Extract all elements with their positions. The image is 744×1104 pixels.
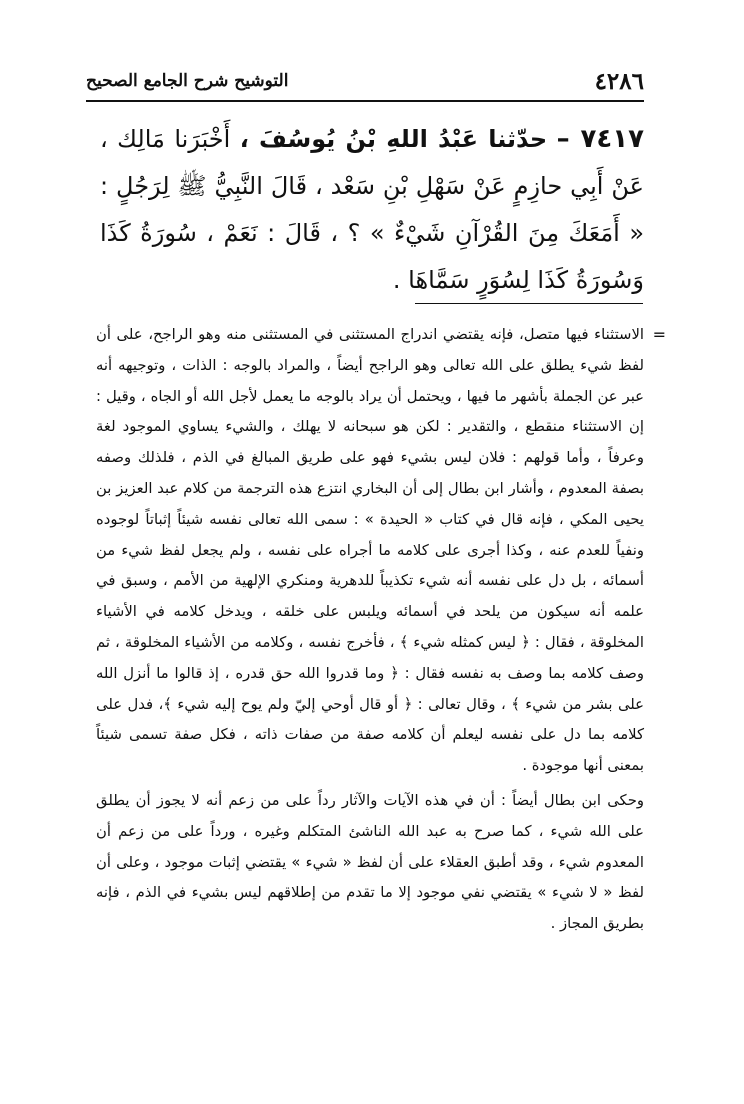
page-number: ٤٢٨٦ [594,67,644,95]
commentary-paragraph-text: الاستثناء فيها متصل، فإنه يقتضي اندراج المستثنى في المستثنى منه وهو الراجح، على أن لفظ شيء يطلق على الله تعالى وهو الراجح أيضاً ، والمراد بالوجه : الذات ، وتوجيهه أنه عبر عن الجملة بأشهر ما فيها ، ويحتمل أن يراد بالوجه ما يعمل لأجل الله أو الجاه ، وقيل : إن الاستثناء منقطع ، والتقدير : لكن هو سبحانه لا يهلك ، والشيء يساوي الموجود لغة وعرفاً ، وأما قولهم : فلان ليس بشيء فهو على طريق المبالغ في الذم ، فلذلك وصفه بصفة المعدوم ، وأشار ابن بطال إلى أن البخاري انتزع هذه الترجمة من كلام عبد العزيز بن يحيى المكي ، فإنه قال في كتاب « الحيدة » : سمى الله تعالى نفسه شيئاً إثباتاً لوجوده ونفياً للعدم عنه ، وكذا أجرى على كلامه ما أجراه على نفسه ، ولم يجعل لفظ شيء من أسمائه ، بل دل على نفسه أنه شيء تكذيباً للدهرية ومنكري الإلهية من الأمم ، وسبق في علمه أنه سيكون من يلحد في أسمائه ويلبس على خلقه ، ويدخل كلامه في الأشياء المخلوقة ، فقال : ﴿ ليس كمثله شيء ﴾ ، فأخرج نفسه ، وكلامه من الأشياء المخلوقة ، ثم وصف كلامه بما وصف به نفسه فقال : ﴿ وما قدروا الله حق قدره ، إذ قالوا ما أنزل الله على بشر من شيء ﴾ ، وقال تعالى : ﴿ أو قال أوحي إليّ ولم يوح إليه شيء ﴾، فدل على كلامه بما دل على نفسه ليعلم أن كلامه صفة من صفات ذاته ، فكل صفة تسمى شيئاً بمعنى أنها موجودة . [96,326,644,775]
hadith-number: ٧٤١٧ – [556,124,644,154]
hadith-body: أَخْبَرَنا مَالِك ، عَنْ أَبِي حازِمٍ عَنْ سَهْلِ بْنِ سَعْد ، قَالَ النَّبِيُّ ﷺ لِرَجُلٍ : « أَمَعَكَ مِنَ القُرْآنِ شَيْءٌ » ؟ ، قَالَ : نَعَمْ ، سُورَةُ كَذَا وَسُورَةُ كَذَا لِسُوَرٍ سَمَّاهَا . [100,125,644,294]
commentary-paragraph [96,786,644,940]
hadith-text [100,116,644,304]
commentary [96,320,666,942]
continuation-mark: = [652,325,666,344]
footnote-rule [415,303,643,304]
running-title: التوشيح شرح الجامع الصحيح [86,71,289,91]
page-header [86,64,644,98]
header-rule [86,100,644,102]
commentary-paragraph [96,320,666,782]
commentary-paragraph-text: وحكى ابن بطال أيضاً : أن في هذه الآيات والآثار رداً على من زعم أنه لا يجوز أن يطلق على الله شيء ، كما صرح به عبد الله الناشئ المتكلم وغيره ، ورداً على من زعم أن المعدوم شيء ، وقد أطبق العقلاء على أن لفظ « شيء » يقتضي إثبات موجود ، وعلى أن لفظ « لا شيء » يقتضي نفي موجود إلا ما تقدم من إطلاقهم ليس بشيء في الذم ، فإنه بطريق المجاز . [96,791,644,933]
hadith-intro: حدّثنا عَبْدُ اللهِ بْنُ يُوسُفَ ، [239,125,548,153]
